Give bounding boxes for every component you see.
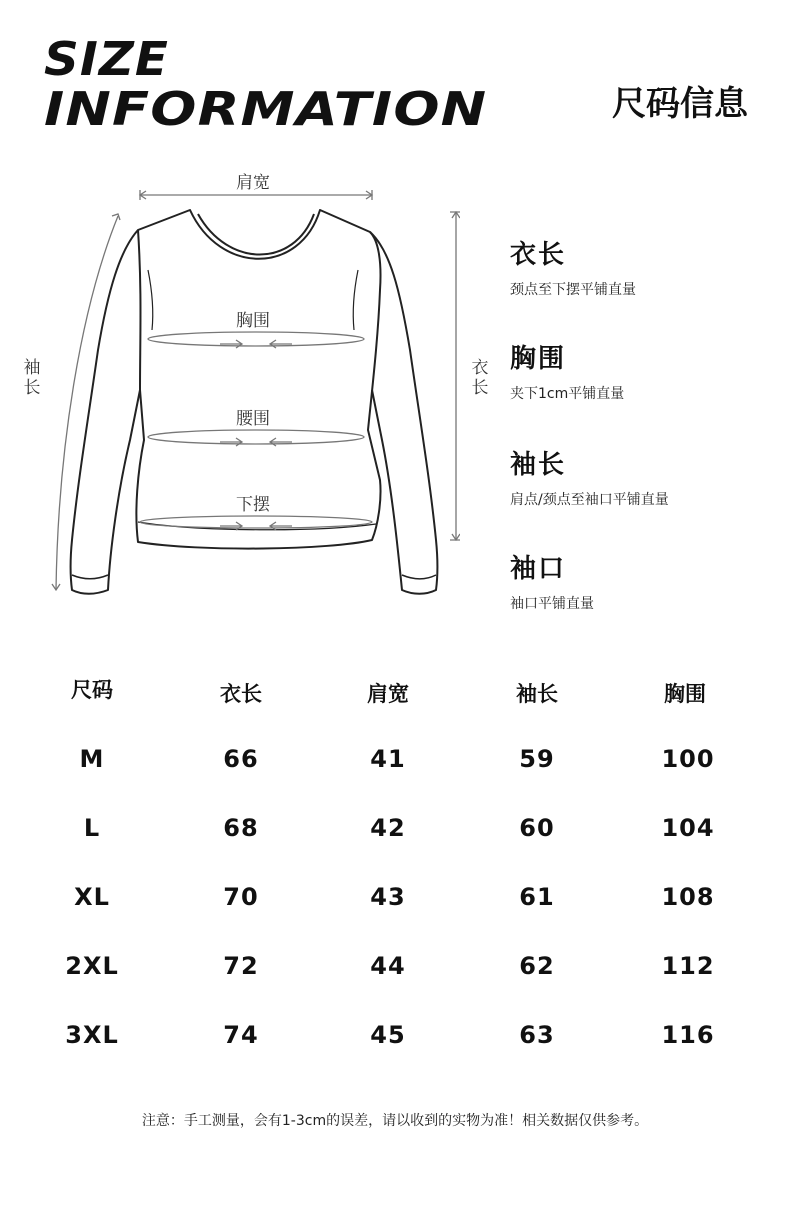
- table-row: [0, 877, 790, 946]
- legend-item-sleeve-length: [510, 444, 669, 509]
- label-chest: 胸围: [236, 311, 270, 331]
- title-chinese: 尺码信息: [612, 84, 748, 124]
- cell-sleeve: 63: [519, 1021, 555, 1049]
- table-row: [0, 808, 790, 877]
- table-row: [0, 1015, 790, 1084]
- legend-title: 袖长: [510, 450, 567, 480]
- legend-title: 胸围: [510, 344, 567, 374]
- cell-size: L: [83, 814, 101, 842]
- cell-length: 68: [223, 814, 259, 842]
- cell-chest: 116: [661, 1021, 715, 1049]
- title-line-size: SIZE: [44, 32, 169, 86]
- legend-item-chest: [510, 338, 624, 403]
- header-sleeve: 袖长: [516, 682, 558, 706]
- label-hem: 下摆: [236, 495, 270, 515]
- header-chest: 胸围: [664, 682, 706, 706]
- legend-title: 衣长: [510, 240, 567, 270]
- cell-size: M: [79, 745, 105, 773]
- table-row: [0, 739, 790, 808]
- legend-item-body-length: [510, 234, 636, 299]
- cell-chest: 104: [661, 814, 715, 842]
- title-line-information: INFORMATION: [44, 82, 488, 136]
- cell-sleeve: 61: [519, 883, 555, 911]
- legend-desc: 颈点至下摆平铺直量: [510, 282, 636, 298]
- label-body-length-vertical: [470, 358, 490, 398]
- cell-sleeve: 59: [519, 745, 555, 773]
- label-shoulder: 肩宽: [236, 173, 270, 193]
- legend-item-cuff: [510, 548, 594, 613]
- label-sleeve-char-1: 袖: [23, 358, 41, 378]
- cell-chest: 108: [661, 883, 715, 911]
- cell-size: 2XL: [65, 952, 119, 980]
- cell-length: 70: [223, 883, 259, 911]
- cell-chest: 100: [661, 745, 715, 773]
- cell-sleeve: 60: [519, 814, 555, 842]
- legend-title: 袖口: [510, 554, 567, 584]
- header-length: 衣长: [220, 682, 262, 706]
- shirt-illustration: [0, 150, 460, 620]
- label-waist: 腰围: [236, 409, 270, 429]
- cell-size: XL: [74, 883, 110, 911]
- label-length-char-1: 衣: [471, 358, 489, 378]
- legend-desc: 袖口平铺直量: [510, 596, 594, 612]
- cell-size: 3XL: [65, 1021, 119, 1049]
- size-table: [0, 670, 790, 1084]
- cell-chest: 112: [661, 952, 715, 980]
- title-english: [44, 32, 488, 136]
- garment-diagram: [0, 150, 489, 620]
- cell-shoulder: 43: [370, 883, 406, 911]
- label-length-char-2: 长: [471, 378, 489, 398]
- header-shoulder: 肩宽: [367, 682, 409, 706]
- measurement-note: 注意：手工测量，会有1-3cm的误差，请以收到的实物为准！相关数据仅供参考。: [141, 1113, 649, 1129]
- legend-desc: 肩点/颈点至袖口平铺直量: [510, 492, 669, 508]
- cell-sleeve: 62: [519, 952, 555, 980]
- cell-shoulder: 41: [370, 745, 406, 773]
- cell-shoulder: 45: [370, 1021, 406, 1049]
- table-row: [0, 946, 790, 1015]
- cell-shoulder: 42: [370, 814, 406, 842]
- label-sleeve-char-2: 长: [23, 378, 41, 398]
- cell-length: 74: [223, 1021, 259, 1049]
- cell-length: 66: [223, 745, 259, 773]
- label-sleeve-length-vertical: [22, 358, 42, 398]
- cell-shoulder: 44: [370, 952, 406, 980]
- legend-desc: 夹下1cm平铺直量: [510, 386, 625, 402]
- cell-length: 72: [223, 952, 259, 980]
- header-size: 尺码: [71, 678, 113, 702]
- table-header-row: [0, 670, 790, 739]
